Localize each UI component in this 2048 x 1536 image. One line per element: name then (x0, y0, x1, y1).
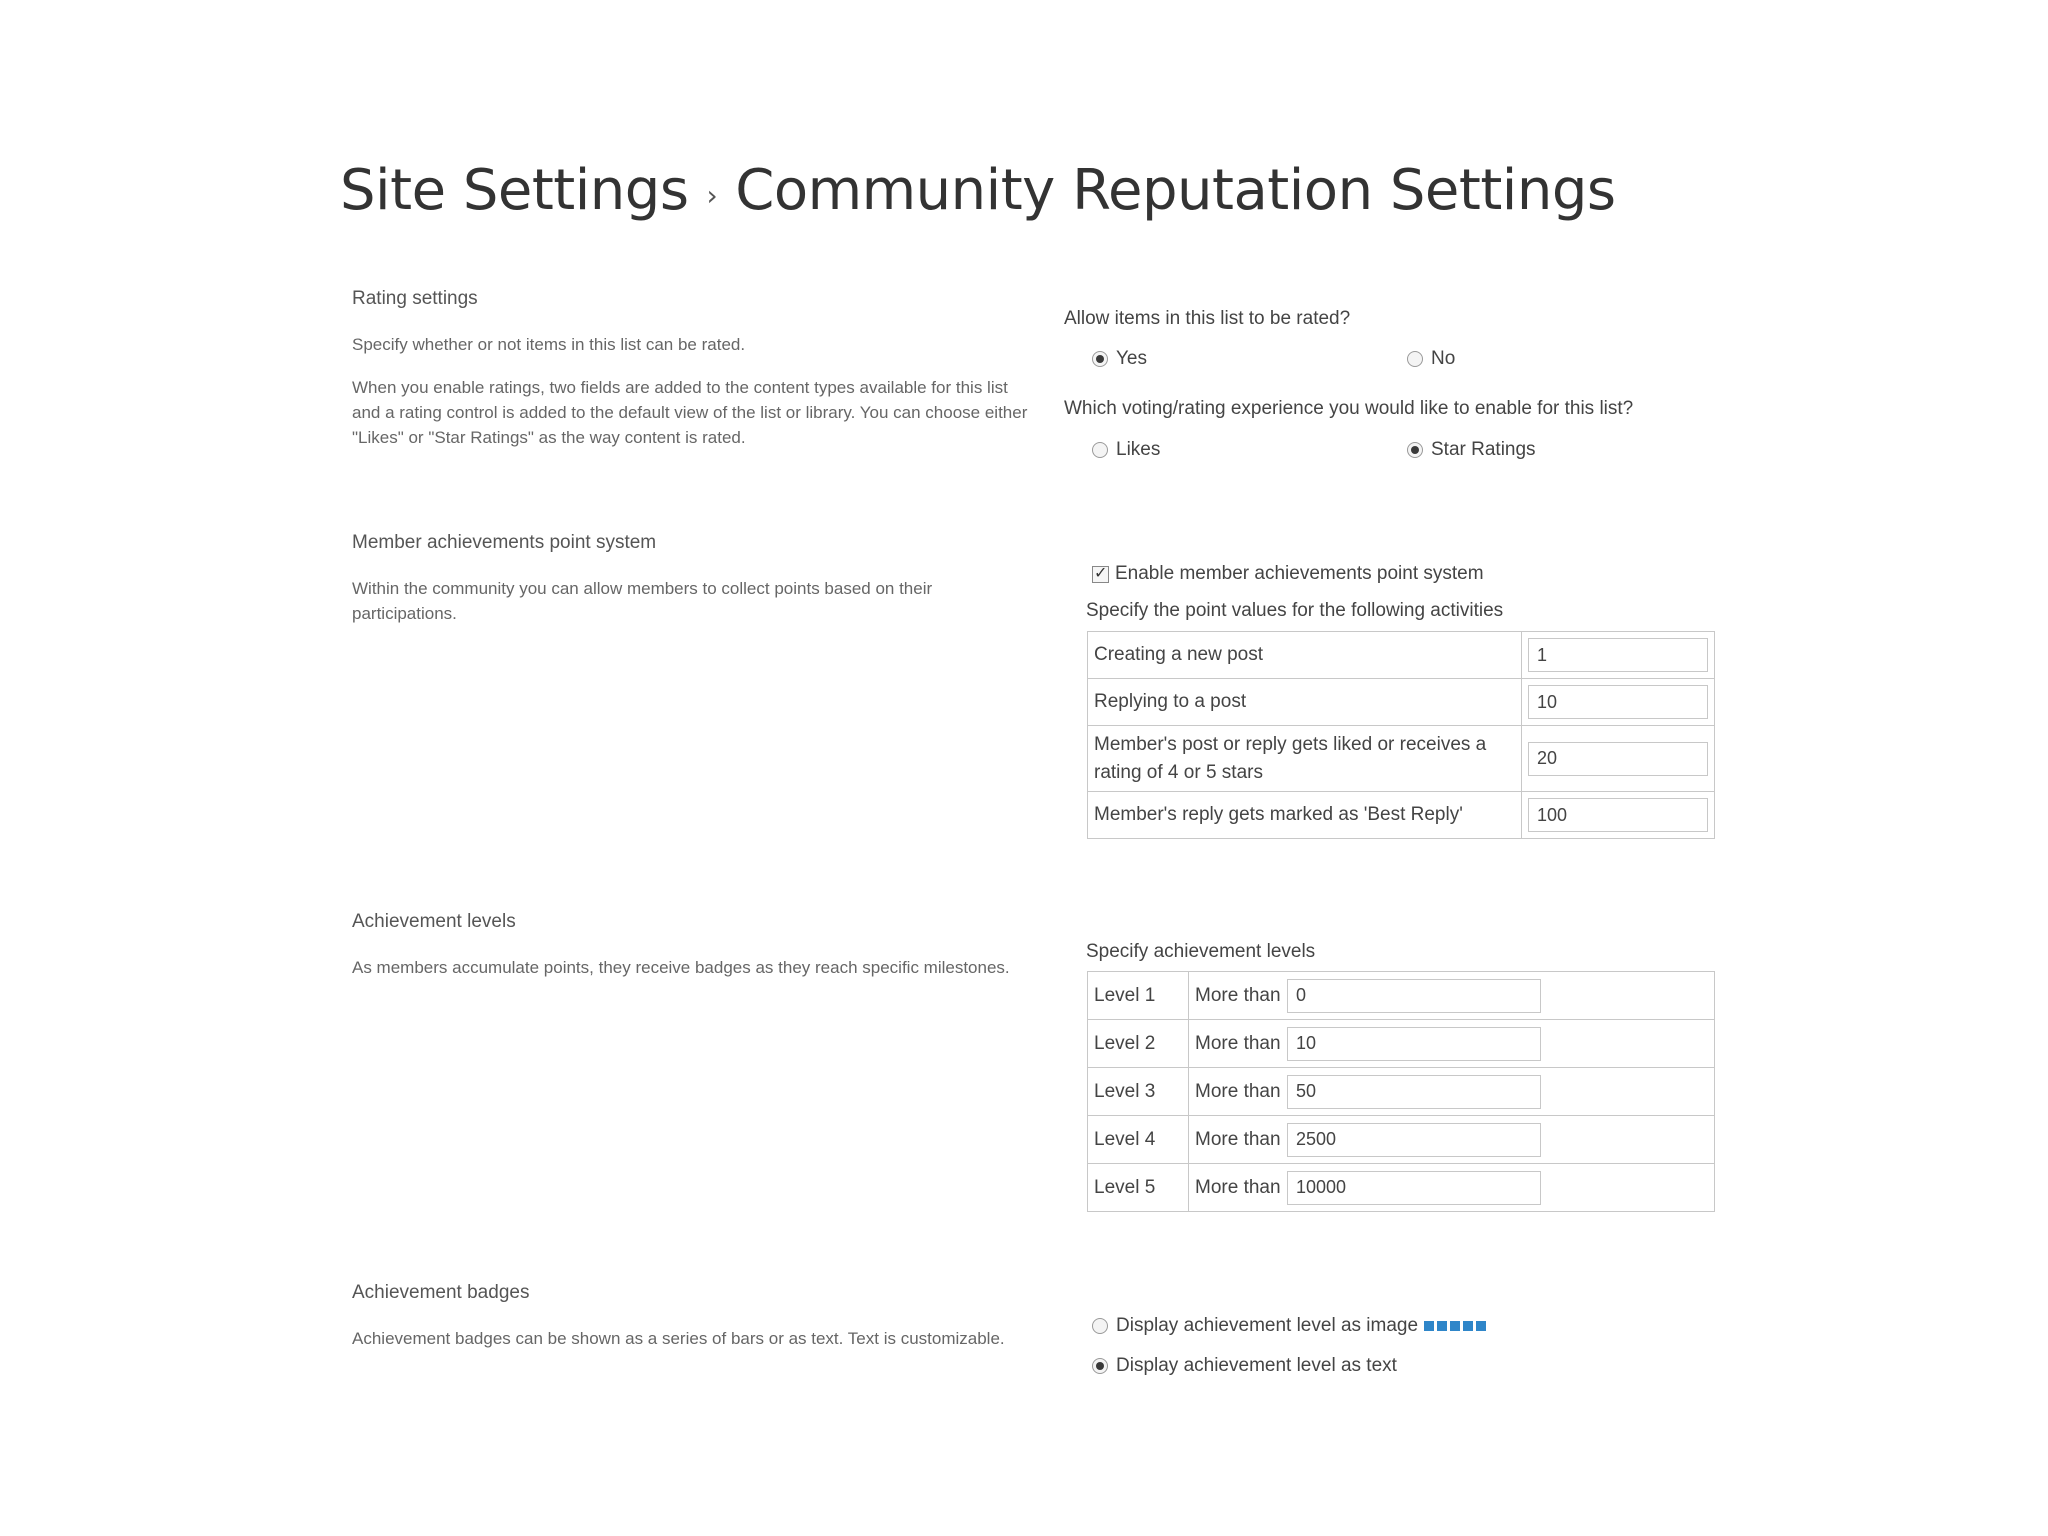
level-value-cell (1285, 1068, 1715, 1116)
rating-settings-description (352, 288, 1032, 468)
levels-specify-label: Specify achievement levels (1086, 941, 1316, 962)
table-row (1088, 679, 1715, 726)
points-heading: Member achievements point system (352, 532, 657, 553)
experience-stars-label: Star Ratings (1431, 439, 1536, 460)
level-value-cell (1285, 1116, 1715, 1164)
level-value-input[interactable] (1287, 1027, 1541, 1061)
more-than-label: More than (1189, 1020, 1286, 1068)
badge-text-option[interactable] (1092, 1355, 1397, 1377)
badge-bar (1463, 1321, 1473, 1331)
level-value-cell (1285, 1020, 1715, 1068)
table-row (1088, 1068, 1715, 1116)
breadcrumb-current: Community Reputation Settings (735, 158, 1616, 223)
experience-likes-label: Likes (1116, 439, 1161, 460)
enable-points-option[interactable] (1092, 563, 1484, 585)
levels-description (352, 911, 1032, 998)
allow-rating-yes-label: Yes (1116, 348, 1147, 369)
points-description (352, 532, 1032, 644)
table-row (1088, 1164, 1715, 1212)
level-label: Level 3 (1088, 1068, 1189, 1116)
badge-bar (1476, 1321, 1486, 1331)
experience-likes-option[interactable] (1092, 439, 1160, 461)
enable-points-checkbox[interactable] (1092, 566, 1109, 583)
experience-stars-option[interactable] (1407, 439, 1536, 461)
levels-desc: As members accumulate points, they receive badges as they reach specific milestones. (352, 958, 1010, 977)
activity-value-cell (1522, 679, 1715, 726)
badges-heading: Achievement badges (352, 1282, 530, 1303)
level-value-cell (1285, 972, 1715, 1020)
points-specify-label: Specify the point values for the following activities (1086, 600, 1504, 621)
activity-label: Member's reply gets marked as 'Best Reply' (1088, 792, 1522, 839)
allow-rating-yes-option[interactable] (1092, 348, 1147, 370)
experience-stars-radio[interactable] (1407, 442, 1423, 458)
activity-value-cell (1522, 632, 1715, 679)
level-value-input[interactable] (1287, 1123, 1541, 1157)
level-label: Level 5 (1088, 1164, 1189, 1212)
rating-settings-desc-2: When you enable ratings, two fields are added to the content types available for this list and a rating control is added to the default view of the list or library. You can choose either "Likes" or "Star Ratings" as the way content is rated. (352, 378, 1028, 447)
levels-table (1087, 971, 1715, 1212)
points-desc: Within the community you can allow members to collect points based on their participations. (352, 579, 933, 623)
table-row (1088, 792, 1715, 839)
allow-rating-yes-radio[interactable] (1092, 351, 1108, 367)
badge-bar (1437, 1321, 1447, 1331)
table-row (1088, 726, 1715, 792)
levels-heading: Achievement levels (352, 911, 516, 932)
allow-rating-question: Allow items in this list to be rated? (1064, 308, 1351, 329)
level-label: Level 4 (1088, 1116, 1189, 1164)
badge-text-radio[interactable] (1092, 1358, 1108, 1374)
level-value-input[interactable] (1287, 1171, 1541, 1205)
breadcrumb-separator-icon: › (706, 179, 718, 212)
enable-points-label: Enable member achievements point system (1115, 563, 1484, 584)
rating-settings-heading: Rating settings (352, 288, 478, 309)
badge-bar (1450, 1321, 1460, 1331)
more-than-label: More than (1189, 1164, 1286, 1212)
activity-value-input[interactable] (1528, 798, 1708, 832)
level-value-cell (1285, 1164, 1715, 1212)
badge-text-label: Display achievement level as text (1116, 1355, 1397, 1376)
table-row (1088, 632, 1715, 679)
badge-bar (1424, 1321, 1434, 1331)
experience-likes-radio[interactable] (1092, 442, 1108, 458)
rating-experience-question: Which voting/rating experience you would like to enable for this list? (1064, 398, 1634, 419)
activity-value-cell (1522, 792, 1715, 839)
badge-bars-icon (1424, 1321, 1486, 1331)
level-value-input[interactable] (1287, 1075, 1541, 1109)
table-row (1088, 972, 1715, 1020)
points-table (1087, 631, 1715, 839)
level-label: Level 1 (1088, 972, 1189, 1020)
activity-label: Member's post or reply gets liked or receives a rating of 4 or 5 stars (1088, 726, 1522, 792)
activity-value-input[interactable] (1528, 685, 1708, 719)
table-row (1088, 1116, 1715, 1164)
activity-value-input[interactable] (1528, 638, 1708, 672)
more-than-label: More than (1189, 1116, 1286, 1164)
allow-rating-no-radio[interactable] (1407, 351, 1423, 367)
activity-label: Replying to a post (1088, 679, 1522, 726)
table-row (1088, 1020, 1715, 1068)
activity-value-input[interactable] (1528, 742, 1708, 776)
badges-description (352, 1282, 1032, 1369)
rating-settings-desc-1: Specify whether or not items in this list can be rated. (352, 335, 746, 354)
activity-value-cell (1522, 726, 1715, 792)
badge-image-option[interactable] (1092, 1315, 1486, 1337)
level-label: Level 2 (1088, 1020, 1189, 1068)
more-than-label: More than (1189, 972, 1286, 1020)
badge-image-label: Display achievement level as image (1116, 1315, 1419, 1336)
badge-image-radio[interactable] (1092, 1318, 1108, 1334)
page-title (340, 158, 1616, 223)
breadcrumb-root[interactable]: Site Settings (340, 158, 689, 223)
allow-rating-no-option[interactable] (1407, 348, 1455, 370)
activity-label: Creating a new post (1088, 632, 1522, 679)
more-than-label: More than (1189, 1068, 1286, 1116)
allow-rating-no-label: No (1431, 348, 1456, 369)
level-value-input[interactable] (1287, 979, 1541, 1013)
badges-desc: Achievement badges can be shown as a series of bars or as text. Text is customizable. (352, 1329, 1005, 1348)
